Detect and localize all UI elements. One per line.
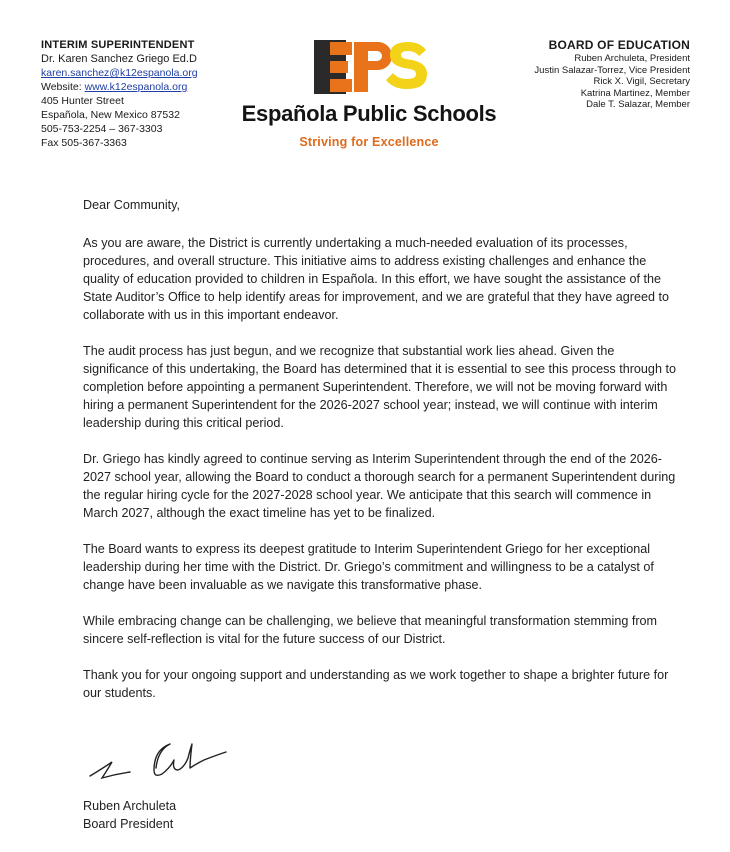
district-logo: [224, 35, 514, 155]
address-line-2: Española, New Mexico 87532: [41, 109, 180, 121]
board-member: Ruben Archuleta, President: [574, 53, 690, 64]
address-line-1: 405 Hunter Street: [41, 95, 124, 107]
paragraph: Thank you for your ongoing support and understanding as we work together to shape a brighter future for our students.: [83, 668, 669, 700]
school-tagline: Striving for Excellence: [299, 135, 439, 149]
superintendent-email-link[interactable]: karen.sanchez@k12espanola.org: [41, 67, 198, 79]
board-member: Dale T. Salazar, Member: [586, 99, 690, 110]
website-label: Website:: [41, 81, 85, 93]
fax-number: Fax 505-367-3363: [41, 137, 127, 149]
board-member: Katrina Martinez, Member: [580, 87, 690, 99]
board-member: Justin Salazar-Torrez, Vice President: [534, 64, 690, 76]
school-name: Española Public Schools: [241, 101, 497, 126]
paragraph: As you are aware, the District is currently undertaking a much-needed evaluation of its processes, procedures, and overall structure. This initiative aims to address existing challenges and enhance the quality of education provided to children in Española. In this effort, we have sought the assistance of the State Auditor’s Office to help identify areas for improvement, and we are grateful that they have agreed to collaborate with us in this important endeavor.: [83, 236, 669, 322]
eps-logo-mark: [314, 40, 434, 94]
superintendent-title: INTERIM SUPERINTENDENT: [41, 39, 195, 51]
board-of-education: [534, 38, 690, 111]
board-member: Rick X. Vigil, Secretary: [593, 76, 690, 87]
paragraph: The Board wants to express its deepest gratitude to Interim Superintendent Griego for her exceptional leadership during her time with the District. Dr. Griego’s commitment and willingness to be a catalyst of change have been invaluable as we navigate this transformative phase.: [83, 542, 654, 592]
signature-block: [83, 797, 176, 833]
paragraph: Dr. Griego has kindly agreed to continue serving as Interim Superintendent through the end of the 2026-2027 school year, allowing the Board to conduct a thorough search for a permanent Superintendent during the regular hiring cycle for the 2027-2028 school year. We anticipate that this search will commence in March 2027, although the exact timeline has yet to be finalized.: [83, 452, 676, 520]
website-link[interactable]: www.k12espanola.org: [84, 81, 188, 93]
paragraph: The audit process has just begun, and we recognize that substantial work lies ahead. Given the significance of this undertaking, the Board has determined that it is essential to see this process through to completion before appointing a permanent Superintendent. Therefore, we will not be moving forward with hiring a permanent Superintendent for the 2026-2027 school year; instead, we will continue with interim leadership during this critical period.: [83, 344, 676, 430]
phone-number: 505-753-2254 – 367-3303: [41, 123, 163, 135]
handwritten-signature: [86, 738, 251, 790]
paragraph: While embracing change can be challenging, we believe that meaningful transformation stemming from sincere self-reflection is vital for the future success of our District.: [83, 614, 658, 646]
letter-body: [83, 196, 683, 720]
board-title: BOARD OF EDUCATION: [548, 38, 690, 52]
website-line: [41, 80, 198, 94]
signer-title: Board President: [83, 817, 174, 831]
signer-name: Ruben Archuleta: [83, 799, 177, 813]
superintendent-name: Dr. Karen Sanchez Griego Ed.D: [41, 53, 197, 65]
salutation: Dear Community,: [83, 198, 181, 212]
superintendent-contact: [41, 38, 198, 150]
